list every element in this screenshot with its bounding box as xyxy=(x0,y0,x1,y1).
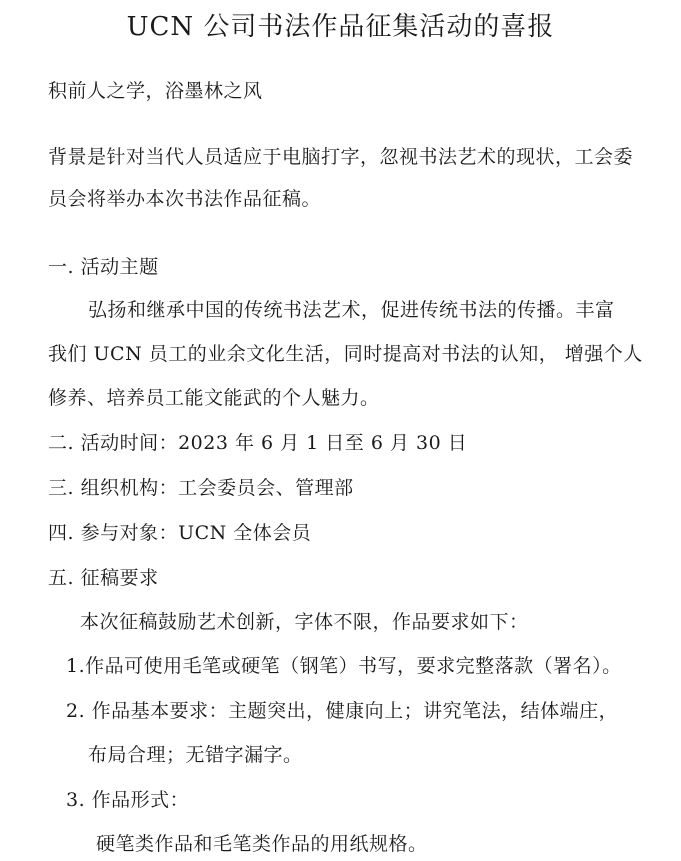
section-5-item-2-line-1: 2. 作品基本要求：主题突出，健康向上；讲究笔法，结体端庄， xyxy=(66,700,619,722)
section-1-paragraph-line-1: 弘扬和继承中国的传统书法艺术，促进传统书法的传播。丰富 xyxy=(88,299,615,321)
section-5-item-2-line-2: 布局合理；无错字漏字。 xyxy=(88,744,303,766)
section-5-item-3: 3. 作品形式： xyxy=(66,789,190,811)
section-5-item-3-detail: 硬笔类作品和毛笔类作品的用纸规格。 xyxy=(96,833,428,855)
background-paragraph-line-1: 背景是针对当代人员适应于电脑打字，忽视书法艺术的现状，工会委 xyxy=(48,146,634,168)
section-4-participants: 四. 参与对象：UCN 全体会员 xyxy=(48,522,312,544)
background-paragraph-line-2: 员会将举办本次书法作品征稿。 xyxy=(48,188,322,210)
subtitle: 积前人之学，浴墨林之风 xyxy=(48,80,263,102)
section-3-organizer: 三. 组织机构：工会委员会、管理部 xyxy=(48,477,354,499)
section-1-paragraph-line-3: 修养、培养员工能文能武的个人魅力。 xyxy=(48,387,380,409)
section-5-intro: 本次征稿鼓励艺术创新，字体不限，作品要求如下： xyxy=(80,611,529,633)
section-5-heading: 五. 征稿要求 xyxy=(48,567,159,589)
section-1-heading: 一. 活动主题 xyxy=(48,256,159,278)
section-5-item-1: 1.作品可使用毛笔或硬笔（钢笔）书写，要求完整落款（署名）。 xyxy=(66,655,622,677)
document-title: UCN 公司书法作品征集活动的喜报 xyxy=(126,12,555,42)
section-1-paragraph-line-2: 我们 UCN 员工的业余文化生活，同时提高对书法的认知， 增强个人 xyxy=(48,343,643,365)
section-2-activity-time: 二. 活动时间：2023 年 6 月 1 日至 6 月 30 日 xyxy=(48,432,468,454)
